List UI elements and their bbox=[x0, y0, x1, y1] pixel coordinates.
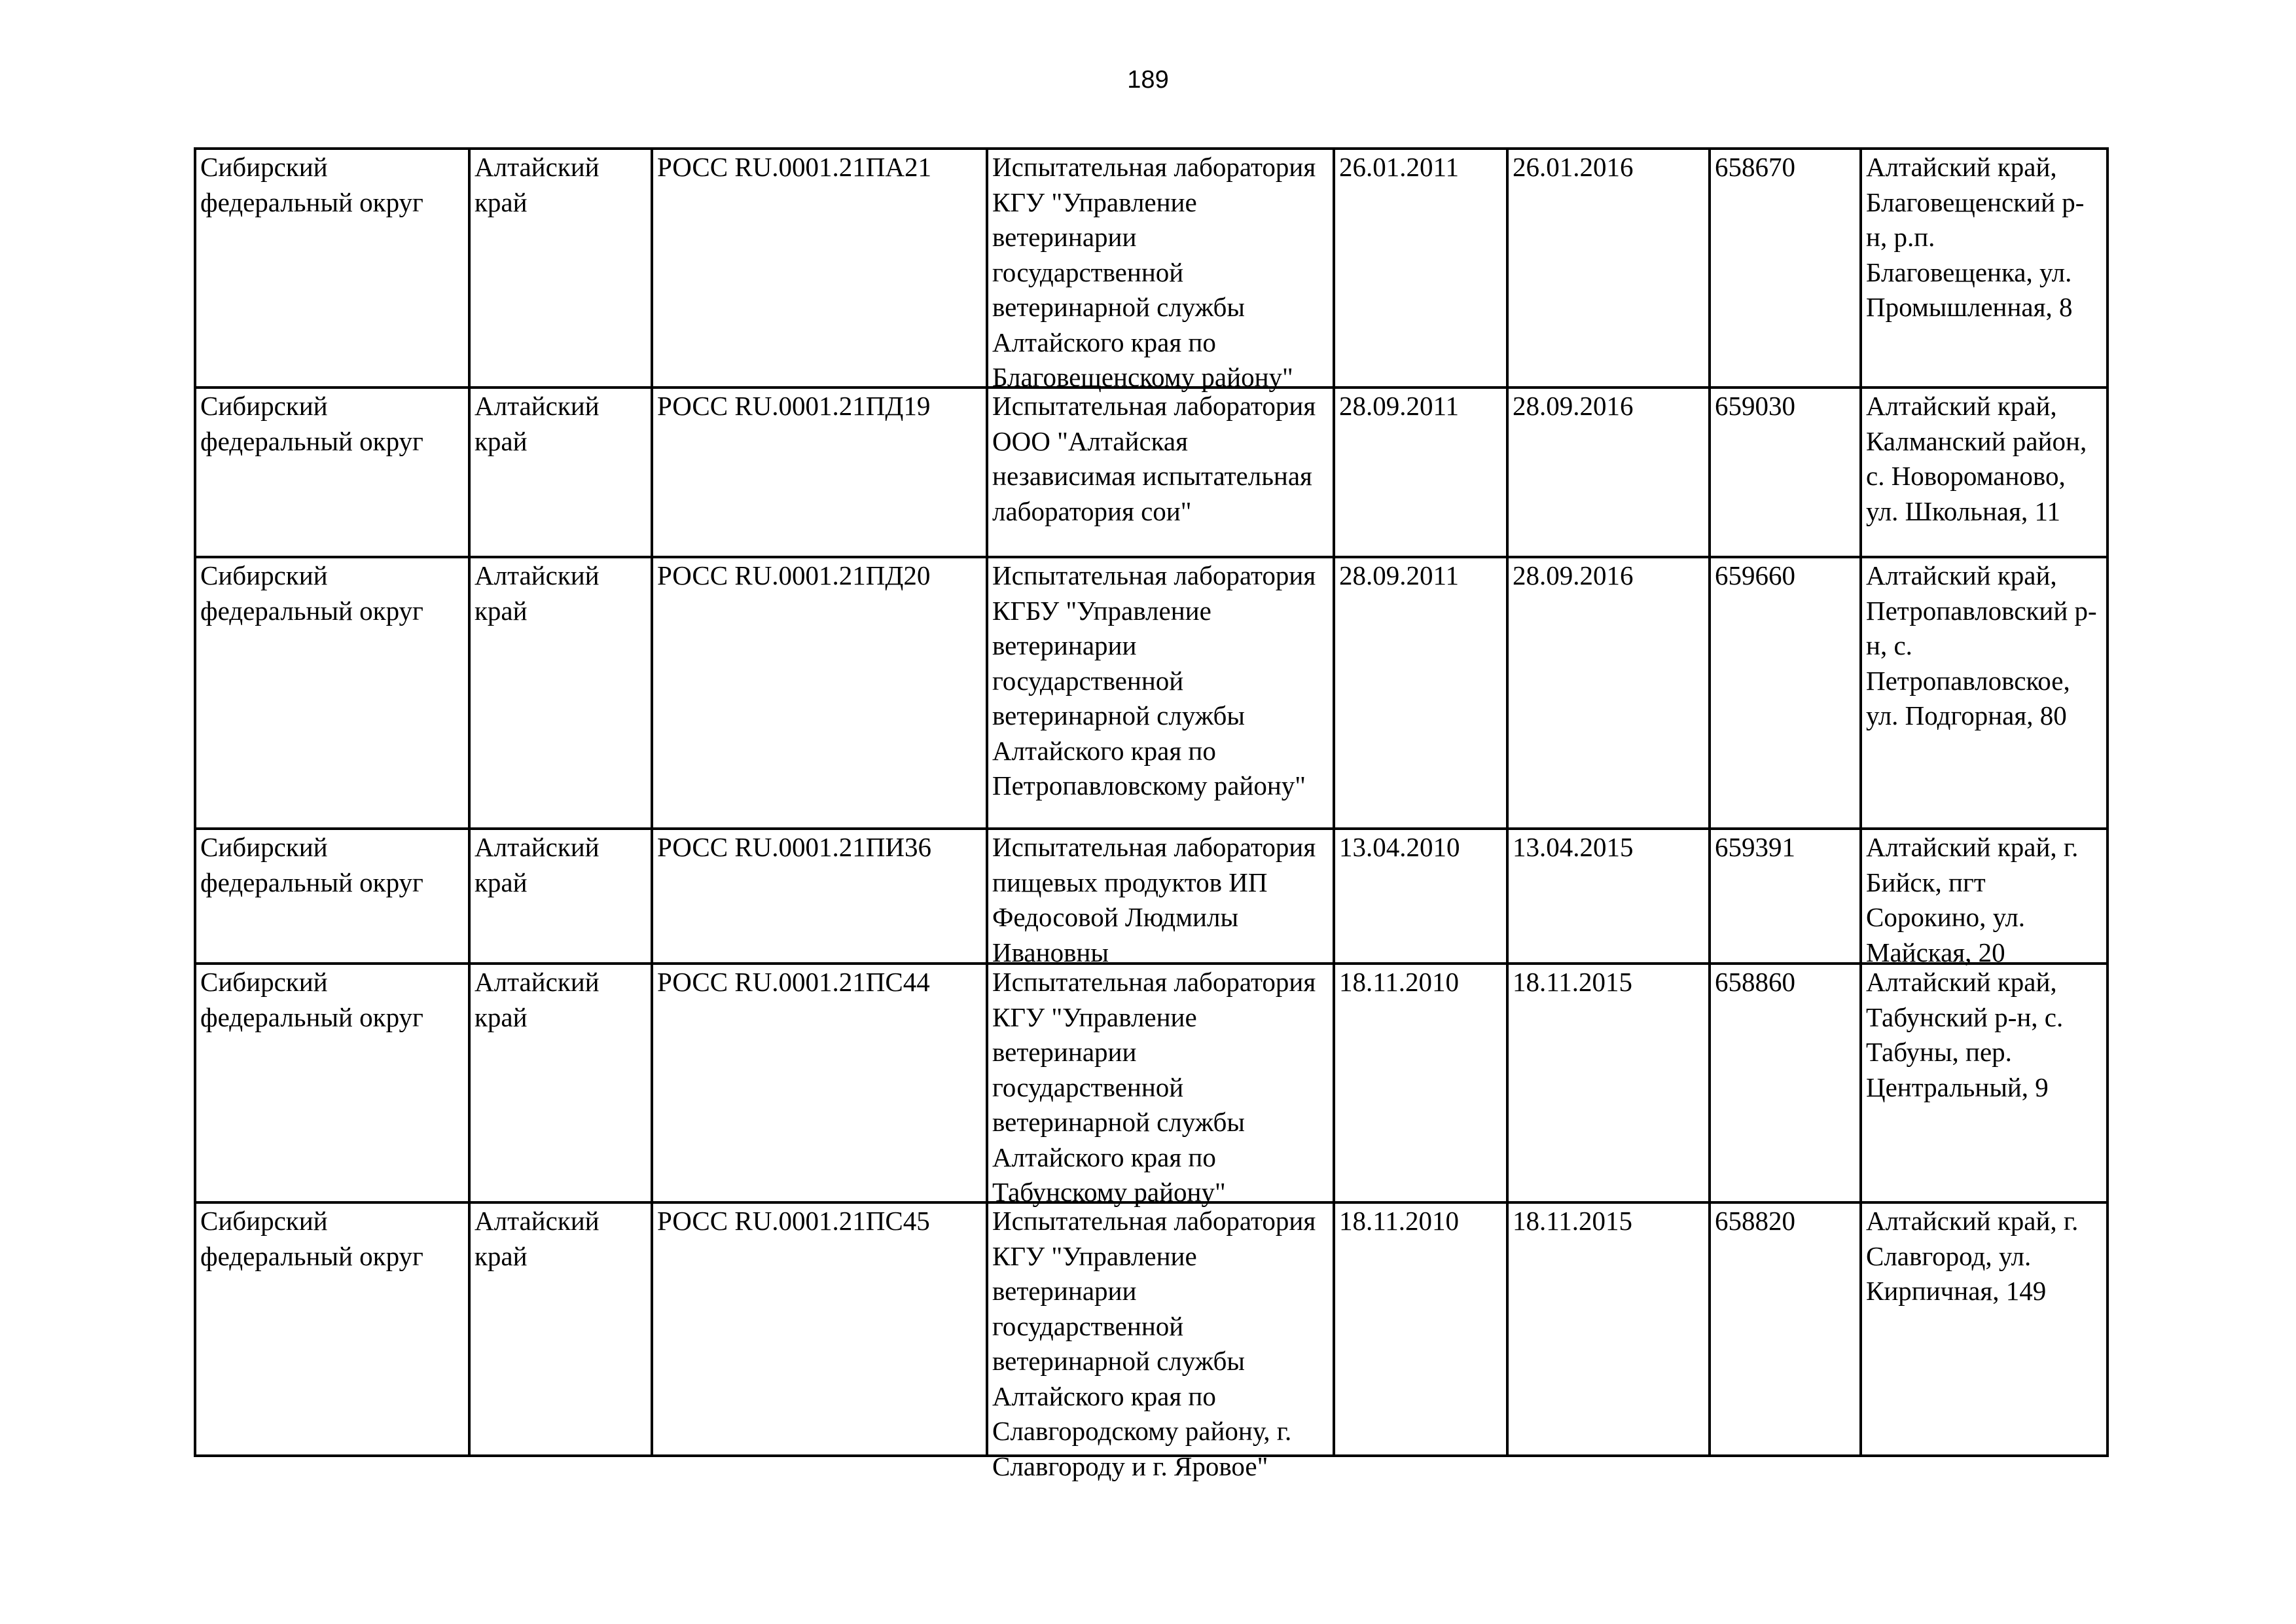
date-issued-cell: 28.09.2011 bbox=[1334, 388, 1507, 557]
region-cell: Алтайский край bbox=[469, 1202, 652, 1456]
registration-number-cell: РОСС RU.0001.21ПС44 bbox=[652, 964, 987, 1202]
table-row bbox=[195, 149, 2108, 388]
date-issued-cell: 13.04.2010 bbox=[1334, 829, 1507, 964]
registration-number-cell: РОСС RU.0001.21ПД20 bbox=[652, 557, 987, 829]
date-issued-cell: 28.09.2011 bbox=[1334, 557, 1507, 829]
date-issued-cell: 26.01.2011 bbox=[1334, 149, 1507, 388]
address-cell: Алтайский край, Табунский р-н, с. Табуны, пер. Центральный, 9 bbox=[1861, 964, 2108, 1202]
address-cell: Алтайский край, Калманский район, с. Новороманово, ул. Школьная, 11 bbox=[1861, 388, 2108, 557]
registration-number-cell: РОСС RU.0001.21ПИ36 bbox=[652, 829, 987, 964]
table-row bbox=[195, 1202, 2108, 1456]
date-expires-cell: 18.11.2015 bbox=[1507, 964, 1710, 1202]
laboratory-name-cell: Испытательная лаборатория КГУ "Управление ветеринарии государственной ветеринарной службы Алтайского края по Славгородскому району, г. Славгороду и г. Яровое" bbox=[987, 1202, 1334, 1456]
postal-code-cell: 659391 bbox=[1710, 829, 1861, 964]
date-expires-cell: 26.01.2016 bbox=[1507, 149, 1710, 388]
table-row bbox=[195, 964, 2108, 1202]
page-number: 189 bbox=[1127, 66, 1169, 94]
date-issued-cell: 18.11.2010 bbox=[1334, 1202, 1507, 1456]
district-cell: Сибирский федеральный округ bbox=[195, 149, 469, 388]
postal-code-cell: 658860 bbox=[1710, 964, 1861, 1202]
address-cell: Алтайский край, Петропавловский р-н, с. Петропавловское, ул. Подгорная, 80 bbox=[1861, 557, 2108, 829]
region-cell: Алтайский край bbox=[469, 388, 652, 557]
laboratory-name-cell: Испытательная лаборатория КГУ "Управление ветеринарии государственной ветеринарной службы Алтайского края по Табунскому району" bbox=[987, 964, 1334, 1202]
postal-code-cell: 659030 bbox=[1710, 388, 1861, 557]
region-cell: Алтайский край bbox=[469, 149, 652, 388]
district-cell: Сибирский федеральный округ bbox=[195, 557, 469, 829]
region-cell: Алтайский край bbox=[469, 557, 652, 829]
table-row bbox=[195, 829, 2108, 964]
date-expires-cell: 28.09.2016 bbox=[1507, 557, 1710, 829]
registration-number-cell: РОСС RU.0001.21ПА21 bbox=[652, 149, 987, 388]
region-cell: Алтайский край bbox=[469, 829, 652, 964]
laboratory-name-cell: Испытательная лаборатория ООО "Алтайская независимая испытательная лаборатория сои" bbox=[987, 388, 1334, 557]
district-cell: Сибирский федеральный округ bbox=[195, 964, 469, 1202]
registration-number-cell: РОСС RU.0001.21ПС45 bbox=[652, 1202, 987, 1456]
address-cell: Алтайский край, Благовещенский р-н, р.п. Благовещенка, ул. Промышленная, 8 bbox=[1861, 149, 2108, 388]
laboratory-name-cell: Испытательная лаборатория КГБУ "Управление ветеринарии государственной ветеринарной службы Алтайского края по Петропавловскому району" bbox=[987, 557, 1334, 829]
postal-code-cell: 658820 bbox=[1710, 1202, 1861, 1456]
table-row bbox=[195, 388, 2108, 557]
district-cell: Сибирский федеральный округ bbox=[195, 388, 469, 557]
registration-number-cell: РОСС RU.0001.21ПД19 bbox=[652, 388, 987, 557]
district-cell: Сибирский федеральный округ bbox=[195, 829, 469, 964]
date-expires-cell: 13.04.2015 bbox=[1507, 829, 1710, 964]
postal-code-cell: 658670 bbox=[1710, 149, 1861, 388]
date-expires-cell: 28.09.2016 bbox=[1507, 388, 1710, 557]
address-cell: Алтайский край, г. Славгород, ул. Кирпичная, 149 bbox=[1861, 1202, 2108, 1456]
laboratory-name-cell: Испытательная лаборатория пищевых продуктов ИП Федосовой Людмилы Ивановны bbox=[987, 829, 1334, 964]
table-row bbox=[195, 557, 2108, 829]
date-expires-cell: 18.11.2015 bbox=[1507, 1202, 1710, 1456]
laboratory-registry-table bbox=[194, 147, 2109, 1481]
postal-code-cell: 659660 bbox=[1710, 557, 1861, 829]
date-issued-cell: 18.11.2010 bbox=[1334, 964, 1507, 1202]
region-cell: Алтайский край bbox=[469, 964, 652, 1202]
district-cell: Сибирский федеральный округ bbox=[195, 1202, 469, 1456]
laboratory-name-cell: Испытательная лаборатория КГУ "Управление ветеринарии государственной ветеринарной службы Алтайского края по Благовещенскому району" bbox=[987, 149, 1334, 388]
address-cell: Алтайский край, г. Бийск, пгт Сорокино, ул. Майская, 20 bbox=[1861, 829, 2108, 964]
